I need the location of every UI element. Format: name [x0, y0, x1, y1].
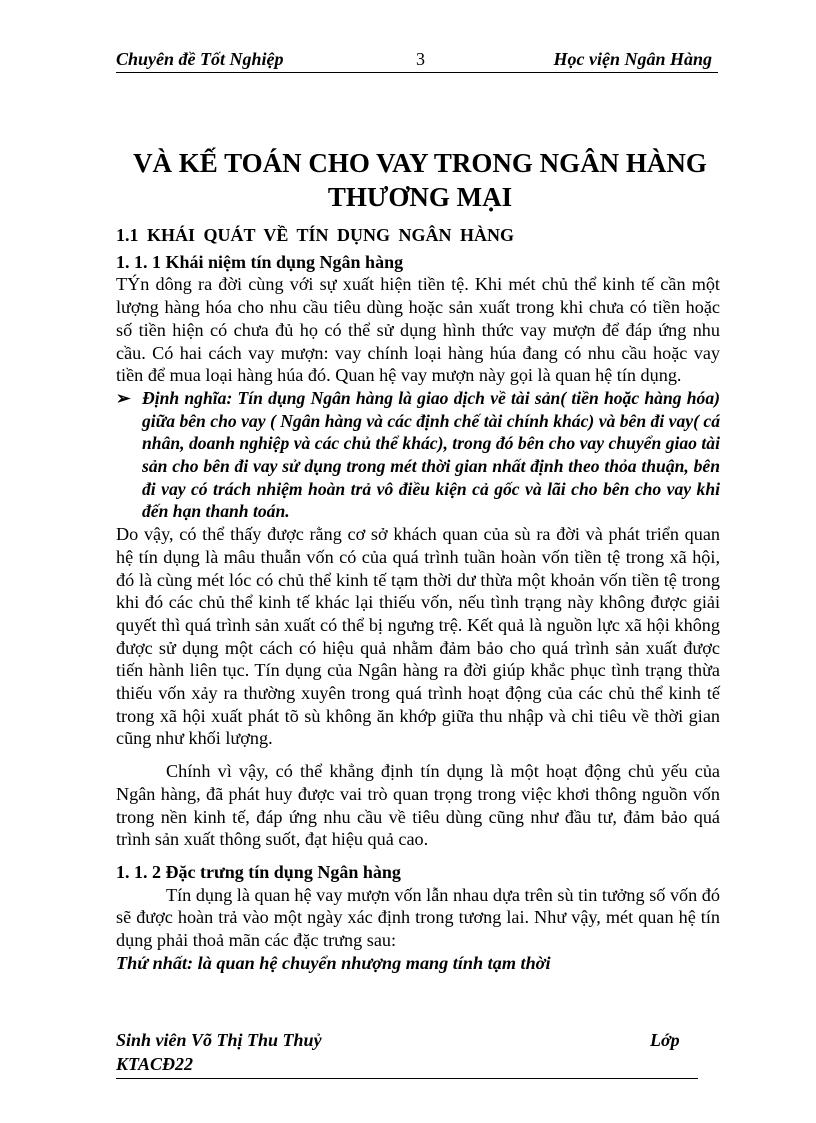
footer-class-label: Lớp [650, 1030, 680, 1050]
footer-student: Sinh viên Võ Thị Thu Thuỷ [116, 1030, 322, 1050]
paragraph-objective-basis: Do vậy, có thể thấy được rằng cơ sở khách quan của sù ra đời và phát triển quan hệ tín dụng là mâu thuẫn vốn có của quá trình tuần hoàn vốn tiền tệ trong xã hội, đó là cùng mét lóc có chủ thể kinh tế tạm thời dư thừa một khoản vốn tiền tệ trong khi đó các chủ thể kinh tế khác lại thiếu vốn, nếu tình trạng này không được giải quyết thì quá trình sản xuất có thể bị ngưng trệ. Kết quả là nguồn lực xã hội không được sử dụng một cách có hiệu quả nhằm đảm bảo cho quá trình sản xuất được tiến hành liên tục. Tín dụng của Ngân hàng ra đời giúp khắc phục tình trạng thừa thiếu vốn xảy ra thường xuyên trong quá trình hoạt động của các chủ thể kinh tế trong xã hội xuất phát tõ sù không ăn khớp giữa thu nhập và chi tiêu về thời gian cũng như khối lượng. [116, 524, 720, 749]
section-heading: 1.1 KHÁI QUÁT VỀ TÍN DỤNG NGÂN HÀNG [116, 225, 515, 245]
paragraph-credit-origin: TÝn dông ra đời cùng với sự xuất hiện tiền tệ. Khi mét chủ thể kinh tế cần một lượng hàng hóa cho nhu cầu tiêu dùng hoặc sản xuất trong khi chưa có tiền hoặc số tiền hiện có chưa đủ họ có thể sử dụng hình thức vay mượn để đáp ứng nhu cầu. Có hai cách vay mượn: vay chính loại hàng húa đang có nhu cầu hoặc vay tiền để mua loại hàng húa đó. Quan hệ vay mượn này gọi là quan hệ tín dụng. [116, 274, 720, 386]
title-line-2: THƯƠNG MẠI [327, 182, 513, 212]
header-left: Chuyên đề Tốt Nghiệp [116, 49, 284, 69]
arrow-bullet-icon: ➢ [116, 387, 131, 408]
title-line-1: VÀ KẾ TOÁN CHO VAY TRONG NGÂN HÀNG [133, 148, 707, 178]
paragraph-characteristics: Tín dụng là quan hệ vay mượn vốn lẫn nhau dựa trên sù tin tưởng số vốn đó sẽ được hoàn trả vào một ngày xác định trong tương lai. Như vậy, mét quan hệ tín dụng phải thoả mãn các đặc trưng sau: [116, 884, 720, 951]
header-right: Học viện Ngân Hàng [553, 49, 712, 69]
footer-class-code: KTACĐ22 [116, 1054, 194, 1074]
subsection-heading-2: 1. 1. 2 Đặc trưng tín dụng Ngân hàng [116, 861, 401, 882]
page-header [116, 46, 718, 73]
body-content [116, 224, 720, 975]
paragraph-conclusion: Chính vì vậy, có thể khẳng định tín dụng là một hoạt động chủ yếu của Ngân hàng, đã phát huy được vai trò quan trọng trong việc khơi thông nguồn vốn trong nền kinh tế, đáp ứng nhu cầu về tiêu dùng cũng như đầu tư, đảm bảo quá trình sản xuất thông suốt, đạt hiệu quả cao. [116, 761, 720, 850]
subsection-heading-1: 1. 1. 1 Khái niệm tín dụng Ngân hàng [116, 251, 404, 272]
definition-text: Định nghĩa: Tín dụng Ngân hàng là giao dịch về tài sản( tiền hoặc hàng hóa) giữa bên cho vay ( Ngân hàng và các định chế tài chính khác) và bên đi vay( cá nhân, doanh nghiệp và các chủ thể khác), trong đó bên cho vay chuyển giao tài sản cho bên đi vay sử dụng trong mét thời gian nhất định theo thỏa thuận, bên đi vay có trách nhiệm hoàn trả vô điều kiện cả gốc và lãi cho bên cho vay khi đến hạn thanh toán. [142, 387, 720, 522]
definition-bullet [116, 387, 720, 523]
first-characteristic: Thứ nhất: là quan hệ chuyển nhượng mang tính tạm thời [116, 952, 551, 973]
page-footer [116, 1030, 698, 1079]
document-title [100, 146, 740, 214]
page-number: 3 [416, 49, 425, 69]
